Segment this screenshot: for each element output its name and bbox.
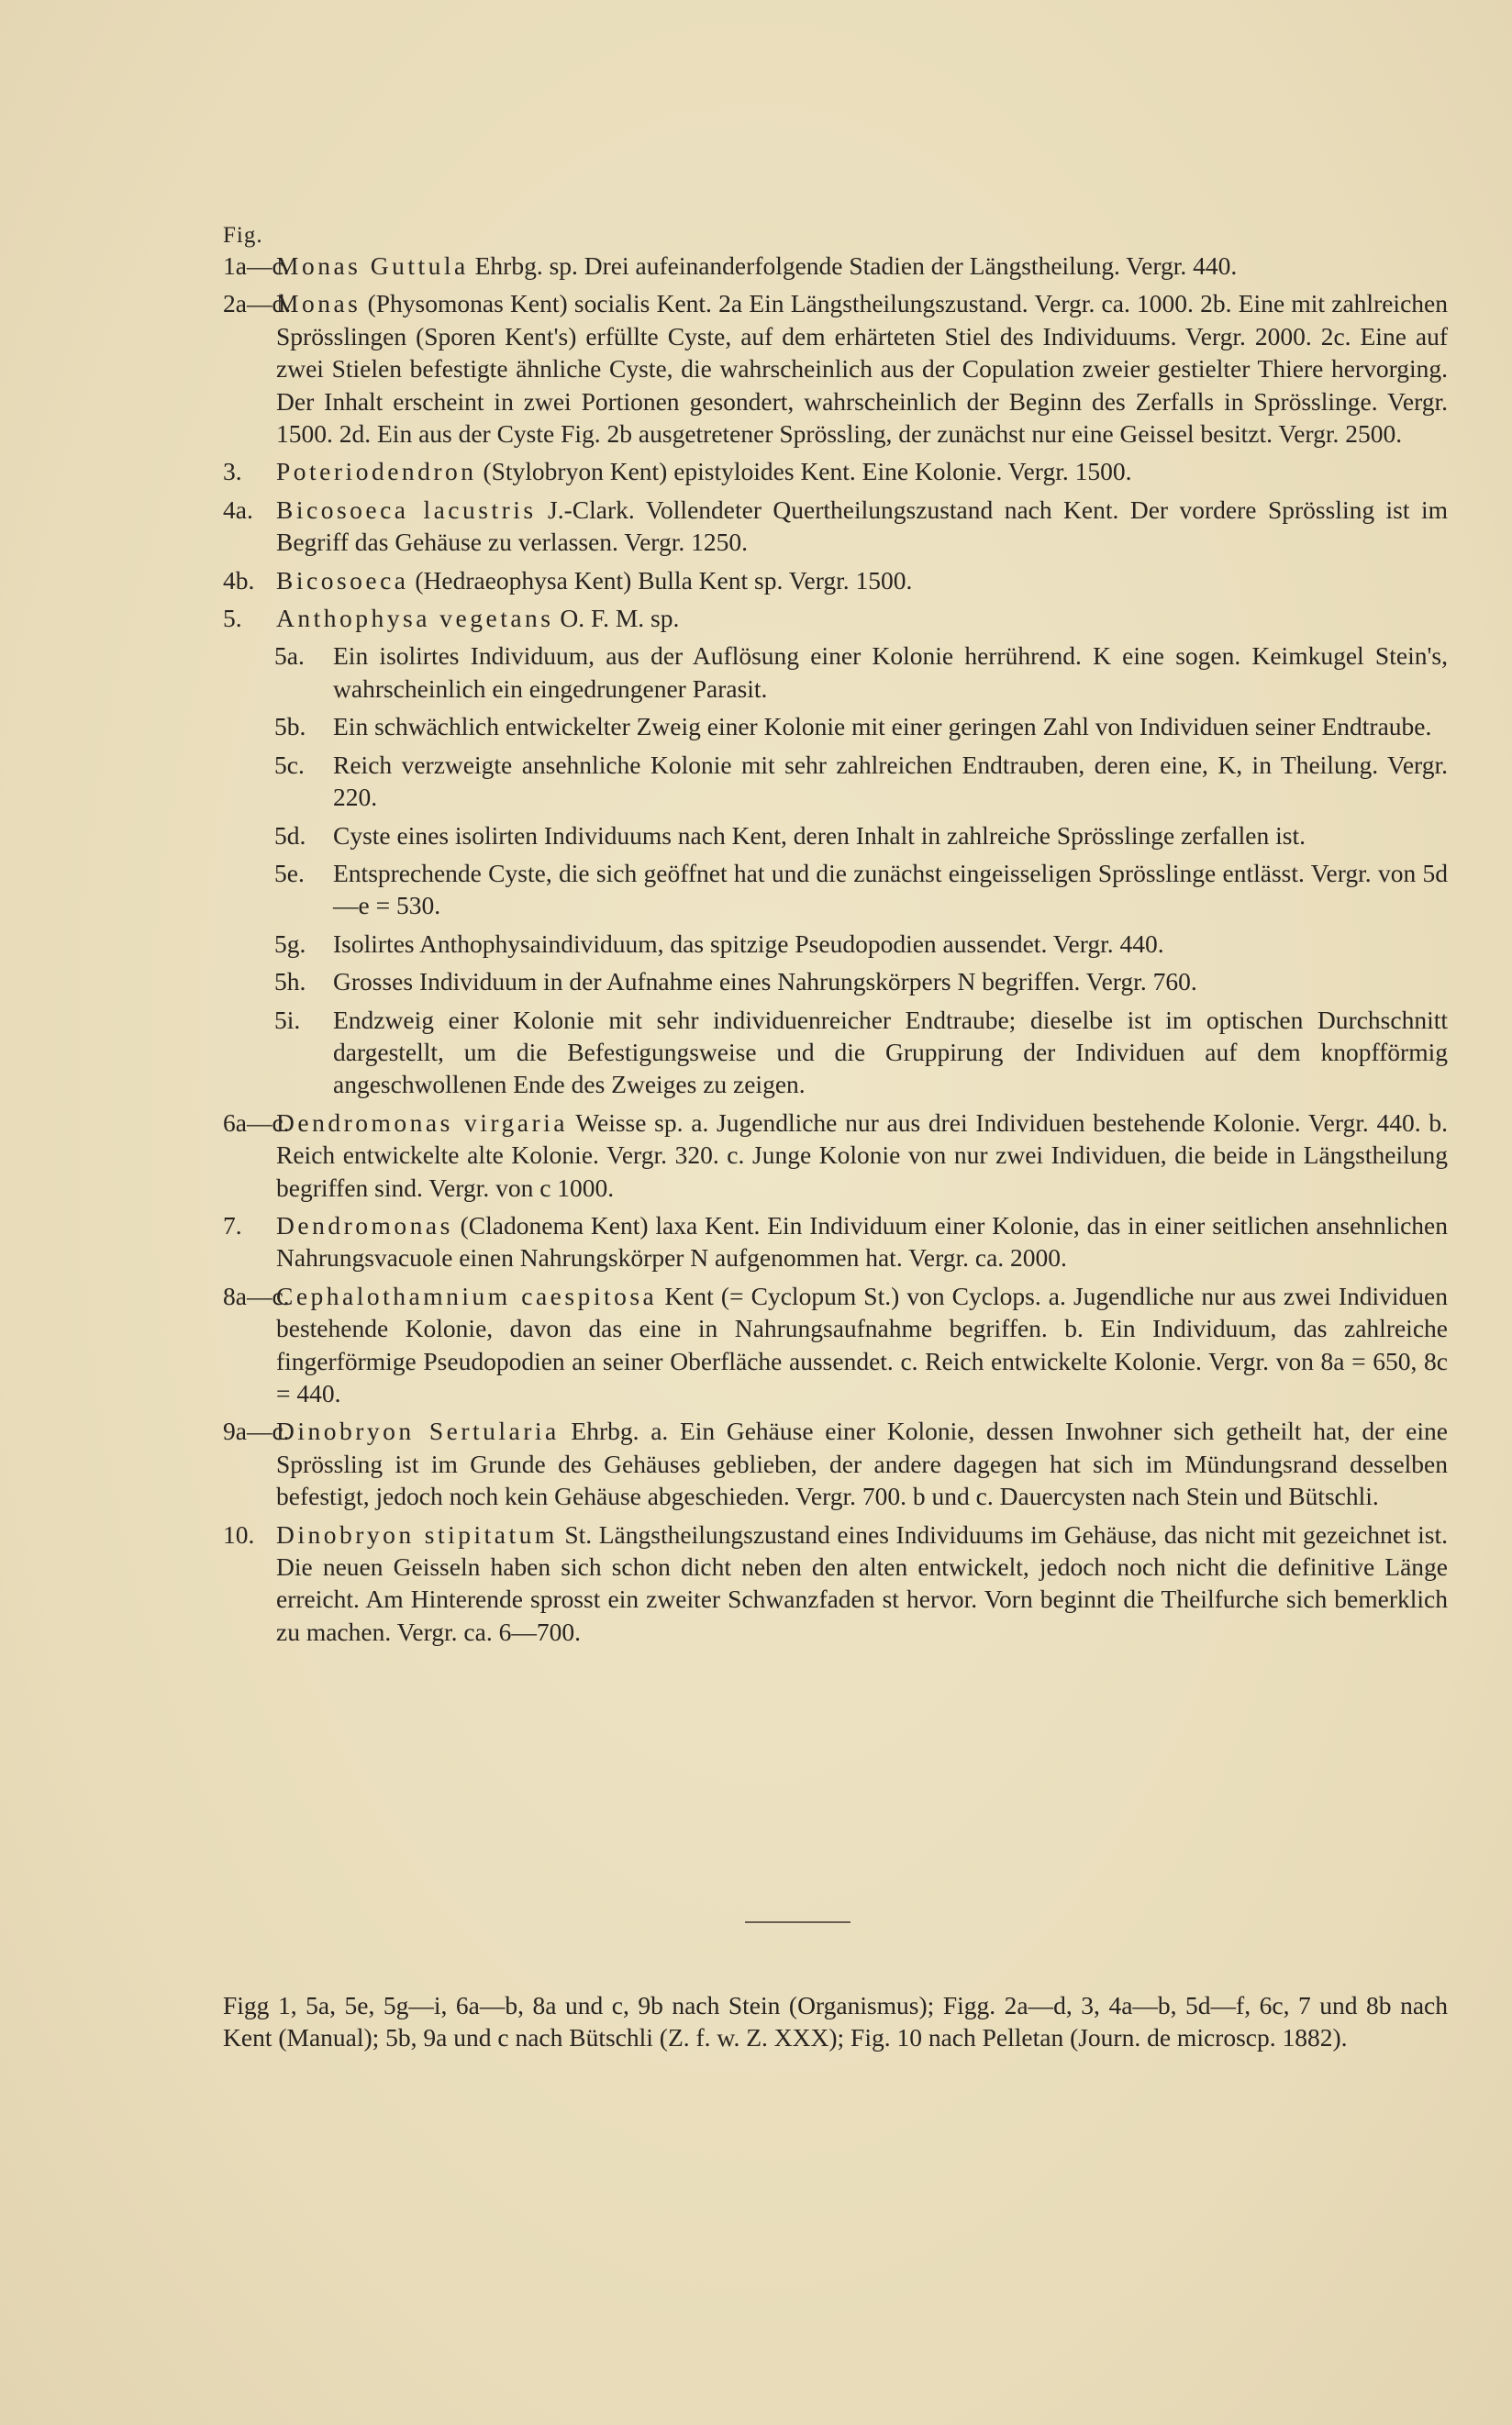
species-name: Anthophysa vegetans: [276, 604, 554, 633]
figure-number: 5g.: [274, 929, 306, 958]
legend-entry: [223, 710, 1448, 742]
entry-description: Reich verzweigte ansehnliche Kolonie mit sehr zahlreichen Endtrauben, deren eine, K, in Theilung. Vergr. 220.: [333, 750, 1448, 812]
legend-entry: [223, 819, 1448, 851]
entry-description: O. F. M. sp.: [553, 604, 680, 633]
species-name: Dinobryon stipitatum: [276, 1519, 558, 1549]
legend-entry: [223, 965, 1448, 997]
figure-number: 5a.: [274, 641, 305, 671]
entry-text: [223, 749, 1448, 814]
legend-entry: [223, 1004, 1448, 1101]
entry-description: (Hedraeophysa Kent) Bulla Kent sp. Vergr. 1500.: [408, 565, 913, 595]
entry-description: J.-Clark. Vollendeter Quertheilungszustand nach Kent. Der vordere Sprössling ist im Begriff das Gehäuse zu verlassen. Vergr. 1250.: [276, 495, 1448, 557]
entry-description: Cyste eines isolirten Individuums nach Kent, deren Inhalt in zahlreiche Sprösslinge zerfallen ist.: [333, 820, 1306, 850]
species-name: Bicosoeca lacustris: [276, 495, 537, 524]
legend-entry: [223, 250, 1448, 282]
figure-number: 4a.: [223, 495, 253, 524]
legend-entry: [223, 602, 1448, 634]
source-footnote: Figg 1, 5a, 5e, 5g—i, 6a—b, 8a und c, 9b nach Stein (Organismus); Figg. 2a—d, 3, 4a—b, 5d—f, 6c, 7 und 8b nach Kent (Manual); 5b, 9a und c nach Bütschli (Z. f. w. Z. XXX); Fig. 10 nach Pelletan (Journ. de microscp. 1882).: [223, 1991, 1448, 2052]
species-name: Monas: [276, 289, 361, 318]
species-name: Bicosoeca: [276, 565, 409, 595]
figure-number: 7.: [223, 1210, 242, 1240]
entry-text: [223, 602, 1448, 634]
species-name: Poteriodendron: [276, 457, 477, 486]
legend-entry: [223, 857, 1448, 922]
legend-entry: [223, 1107, 1448, 1204]
entry-text: [223, 1004, 1448, 1101]
entry-text: [223, 1415, 1448, 1512]
entry-text: [223, 857, 1448, 922]
separator-rule: [745, 1921, 850, 1923]
entry-description: Ein isolirtes Individuum, aus der Auflösung einer Kolonie herrührend. K eine sogen. Keimkugel Stein's, wahrscheinlich ein eingedrungener Parasit.: [333, 641, 1448, 703]
entry-text: [223, 710, 1448, 742]
legend-entry: [223, 1518, 1448, 1649]
entry-description: Entsprechende Cyste, die sich geöffnet hat und die zunächst eingeisseligen Sprösslinge entlässt. Vergr. von 5d—e = 530.: [333, 858, 1448, 920]
legend-entry: [223, 1280, 1448, 1410]
entry-description: Ehrbg. a. Ein Gehäuse einer Kolonie, dessen Inwohner sich getheilt hat, der eine Sprössling ist im Grunde des Gehäuses geblieben, der andere dagegen hat sich im Mündungsrand desselben befestigt, jedoch noch kein Gehäuse abgeschieden. Vergr. 700. b und c. Dauercysten nach Stein und Bütschli.: [276, 1417, 1448, 1511]
species-name: Dendromonas virgaria: [276, 1107, 569, 1137]
entry-text: [223, 250, 1448, 282]
entry-text: [223, 1107, 1448, 1204]
entry-text: [223, 564, 1448, 596]
entry-description: Weisse sp. a. Jugendliche nur aus drei Individuen bestehende Kolonie. Vergr. 440. b. Reich entwickelte alte Kolonie. Vergr. 320. c. Junge Kolonie von nur zwei Individuen, die beide in Längstheilung begriffen sind. Vergr. von c 1000.: [276, 1107, 1448, 1202]
figure-number: 2a—d.: [223, 289, 292, 318]
figure-number: 5c.: [274, 750, 305, 779]
legend-entry: [223, 1415, 1448, 1512]
legend-entry: [223, 928, 1448, 960]
entry-description: Ehrbg. sp. Drei aufeinanderfolgende Stadien der Längstheilung. Vergr. 440.: [468, 251, 1238, 280]
entry-description: (Cladonema Kent) laxa Kent. Ein Individuum einer Kolonie, das in einer seitlichen ansehnlichen Nahrungsvacuole einen Nahrungskörper N aufgenommen hat. Vergr. ca. 2000.: [276, 1210, 1448, 1273]
legend-entry: [223, 287, 1448, 450]
legend-entry: [223, 749, 1448, 814]
species-name: Dendromonas: [276, 1210, 453, 1240]
entry-text: [223, 494, 1448, 559]
entry-description: Endzweig einer Kolonie mit sehr individuenreicher Endtraube; dieselbe ist im optischen Durchschnitt dargestellt, um die Befestigungsweise und die Gruppirung der Individuen auf dem knopfförmig angeschwollenen Ende des Zweiges zu zeigen.: [333, 1005, 1448, 1099]
figure-number: 5e.: [274, 858, 305, 887]
entry-text: [223, 1209, 1448, 1274]
species-name: Dinobryon Sertularia: [276, 1417, 560, 1446]
figure-number: 8a—c.: [223, 1281, 290, 1310]
legend-entry: [223, 564, 1448, 596]
entry-description: Kent (= Cyclopum St.) von Cyclops. a. Jugendliche nur aus zwei Individuen bestehende Kolonie, davon das eine in Nahrungsaufnahme begriffen. b. Ein Individuum, das zahlreiche fingerförmige Pseudopodien an seiner Oberfläche aussendet. c. Reich entwickelte Kolonie. Vergr. von 8a = 650, 8c = 440.: [276, 1281, 1448, 1407]
entry-text: [223, 1280, 1448, 1410]
entry-text: [223, 1518, 1448, 1649]
legend-entry: [223, 1209, 1448, 1274]
figure-number: 1a—c.: [223, 251, 290, 280]
entry-text: [223, 819, 1448, 851]
entry-text: [223, 640, 1448, 705]
legend-entry: [223, 494, 1448, 559]
entry-description: (Stylobryon Kent) epistyloides Kent. Eine Kolonie. Vergr. 1500.: [476, 457, 1132, 486]
entry-text: [223, 928, 1448, 960]
fig-heading: Fig.: [223, 223, 263, 248]
entry-text: [223, 287, 1448, 450]
figure-number: 5b.: [274, 712, 306, 741]
figure-number: 5.: [223, 604, 242, 633]
figure-number: 4b.: [223, 565, 255, 595]
species-name: Cephalothamnium caespitosa: [276, 1281, 658, 1310]
entry-text: [223, 965, 1448, 997]
entry-text: [223, 455, 1448, 487]
entry-description: Grosses Individuum in der Aufnahme eines Nahrungskörpers N begriffen. Vergr. 760.: [333, 967, 1197, 996]
entry-description: Ein schwächlich entwickelter Zweig einer Kolonie mit einer geringen Zahl von Individuen seiner Endtraube.: [333, 712, 1432, 741]
entry-description: St. Längstheilungszustand eines Individuums im Gehäuse, das nicht mit gezeichnet ist. Die neuen Geisseln haben sich schon dicht neben den alten entwickelt, jedoch noch nicht die definitive Länge erreicht. Am Hinterende sprosst ein zweiter Schwanzfaden st hervor. Vorn beginnt die Theilfurche sich bemerklich zu machen. Vergr. ca. 6—700.: [276, 1519, 1448, 1646]
figure-number: 5i.: [274, 1005, 301, 1034]
figure-number: 5d.: [274, 820, 306, 850]
entry-description: (Physomonas Kent) socialis Kent. 2a Ein Längstheilungszustand. Vergr. ca. 1000. 2b. Eine mit zahlreichen Sprösslingen (Sporen Kent's) erfüllte Cyste, auf dem erhärteten Stiel des Individuums. Vergr. 2000. 2c. Eine auf zwei Stielen befestigte ähnliche Cyste, die wahrscheinlich aus der Copulation zweier gestielter Thiere hervorging. Der Inhalt erscheint in zwei Portionen gesondert, wahrscheinlich der Beginn des Zerfalls in Sprösslinge. Vergr. 1500. 2d. Ein aus der Cyste Fig. 2b ausgetretener Sprössling, der zunächst nur eine Geissel besitzt. Vergr. 2500.: [276, 289, 1448, 449]
species-name: Monas Guttula: [276, 251, 469, 280]
legend-entry: [223, 455, 1448, 487]
figure-number: 9a—c.: [223, 1417, 290, 1446]
figure-legend-list: [223, 250, 1448, 1648]
figure-number: 3.: [223, 457, 242, 486]
figure-number: 10.: [223, 1519, 255, 1549]
figure-number: 6a—c.: [223, 1107, 290, 1137]
figure-number: 5h.: [274, 967, 306, 996]
legend-entry: [223, 640, 1448, 705]
entry-description: Isolirtes Anthophysaindividuum, das spitzige Pseudopodien aussendet. Vergr. 440.: [333, 929, 1164, 958]
